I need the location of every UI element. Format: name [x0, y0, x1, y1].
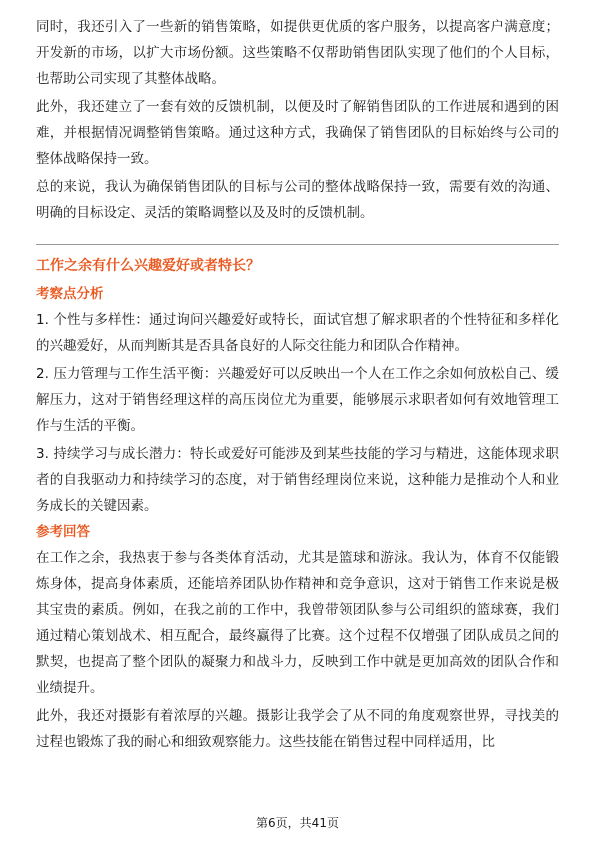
intro-paragraph: 此外，我还建立了一套有效的反馈机制，以便及时了解销售团队的工作进展和遇到的困难，并根据情况调整销售策略。通过这种方式，我确保了销售团队的目标始终与公司的整体战略保持一致。 [36, 99, 559, 167]
document-page [36, 14, 559, 755]
analysis-heading: 考察点分析 [36, 286, 104, 302]
page-number: 第6页，共41页 [256, 816, 339, 830]
answer-paragraph: 在工作之余，我热衷于参与各类体育活动，尤其是篮球和游泳。我认为，体育不仅能锻炼身体，提高身体素质，还能培养团队协作精神和竞争意识，这对于销售工作来说是极其宝贵的素质。例如，在我之前的工作中，我曾带领团队参与公司组织的篮球赛，我们通过精心策划战术、相互配合，最终赢得了比赛。这个过程不仅增强了团队成员之间的默契，也提高了整个团队的凝聚力和战斗力，反映到工作中就是更加高效的团队合作和业绩提升。 [36, 550, 559, 696]
answer-heading: 参考回答 [36, 524, 90, 540]
question-heading: 工作之余有什么兴趣爱好或者特长？ [36, 258, 260, 274]
intro-paragraph: 总的来说，我认为确保销售团队的目标与公司的整体战略保持一致，需要有效的沟通、明确的目标设定、灵活的策略调整以及及时的反馈机制。 [36, 179, 559, 221]
answer-paragraph: 此外，我还对摄影有着浓厚的兴趣。摄影让我学会了从不同的角度观察世界，寻找美的过程也锻炼了我的耐心和细致观察能力。这些技能在销售过程中同样适用，比 [36, 708, 559, 750]
intro-paragraph: 同时，我还引入了一些新的销售策略，如提供更优质的客户服务，以提高客户满意度；开发新的市场，以扩大市场份额。这些策略不仅帮助销售团队实现了他们的个人目标，也帮助公司实现了其整体战略。 [36, 19, 559, 87]
analysis-point: 2. 压力管理与工作生活平衡：兴趣爱好可以反映出一个人在工作之余如何放松自己、缓解压力，这对于销售经理这样的高压岗位尤为重要，能够展示求职者如何有效地管理工作与生活的平衡。 [36, 366, 559, 434]
section-divider [36, 244, 559, 245]
analysis-point: 3. 持续学习与成长潜力：特长或爱好可能涉及到某些技能的学习与精进，这能体现求职者的自我驱动力和持续学习的态度，对于销售经理岗位来说，这种能力是推动个人和业务成长的关键因素。 [36, 446, 559, 514]
analysis-point: 1. 个性与多样性：通过询问兴趣爱好或特长，面试官想了解求职者的个性特征和多样化的兴趣爱好，从而判断其是否具备良好的人际交往能力和团队合作精神。 [36, 312, 559, 354]
